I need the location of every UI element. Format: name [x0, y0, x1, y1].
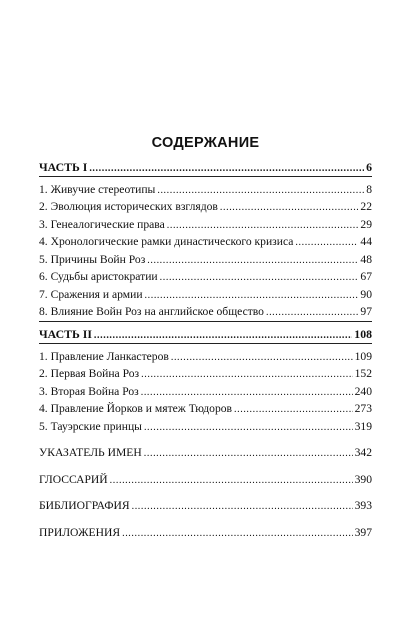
- toc-entry-label: БИБЛИОГРАФИЯ: [39, 499, 130, 512]
- toc-entry-label: 2. Эволюция исторических взглядов: [39, 200, 218, 213]
- leader-dots: [144, 421, 353, 435]
- leader-dots: [89, 162, 364, 176]
- toc-page-number: 6: [366, 160, 372, 174]
- toc-entry-label: 5. Тауэрские принцы: [39, 420, 142, 433]
- leader-dots: [141, 386, 353, 400]
- toc-entry[interactable]: [39, 183, 372, 198]
- toc-entry-label: 4. Хронологические рамки династического кризиса: [39, 235, 294, 248]
- toc-page-number: 22: [360, 200, 372, 213]
- toc-page-number: 8: [366, 183, 372, 196]
- leader-dots: [94, 329, 352, 343]
- toc-entry[interactable]: [39, 288, 372, 303]
- toc-entry[interactable]: [39, 367, 372, 382]
- toc-back-matter-index[interactable]: [39, 446, 372, 461]
- toc-entry[interactable]: [39, 402, 372, 417]
- divider: [39, 343, 372, 344]
- toc-entry[interactable]: [39, 420, 372, 435]
- leader-dots: [110, 474, 353, 488]
- toc-page-number: 390: [354, 473, 372, 486]
- leader-dots: [160, 271, 359, 285]
- leader-dots: [295, 236, 358, 250]
- toc-entry-label: 4. Правление Йорков и мятеж Тюдоров: [39, 402, 233, 415]
- toc-part-label: ЧАСТЬ I: [39, 160, 88, 174]
- toc-entry-label: 6. Судьбы аристократии: [39, 270, 158, 283]
- toc-entry[interactable]: [39, 218, 372, 233]
- toc-page-number: 342: [354, 446, 372, 459]
- toc-page-number: 273: [354, 402, 372, 415]
- leader-dots: [266, 306, 358, 320]
- toc-entry-label: 8. Влияние Войн Роз на английское общество: [39, 305, 264, 318]
- toc-entry-label: 3. Вторая Война Роз: [39, 385, 139, 398]
- leader-dots: [132, 500, 353, 514]
- toc-entry-label: ГЛОССАРИЙ: [39, 473, 108, 486]
- leader-dots: [171, 351, 353, 365]
- toc-entry-label: УКАЗАТЕЛЬ ИМЕН: [39, 446, 142, 459]
- toc-page-number: 109: [354, 350, 372, 363]
- toc-part-1[interactable]: [39, 160, 372, 176]
- leader-dots: [220, 201, 359, 215]
- leader-dots: [122, 527, 353, 541]
- divider: [39, 321, 372, 322]
- leader-dots: [147, 254, 358, 268]
- toc-page-number: 90: [360, 288, 372, 301]
- leader-dots: [144, 447, 353, 461]
- toc-entry[interactable]: [39, 305, 372, 320]
- leader-dots: [145, 289, 359, 303]
- toc-page-number: 97: [360, 305, 372, 318]
- toc-page-number: 393: [354, 499, 372, 512]
- toc-page-number: 67: [360, 270, 372, 283]
- toc-entry-label: 1. Правление Ланкастеров: [39, 350, 169, 363]
- toc-entry[interactable]: [39, 200, 372, 215]
- toc-part-2[interactable]: [39, 327, 372, 343]
- toc-page-number: 48: [360, 253, 372, 266]
- toc-page-number: 152: [354, 367, 372, 380]
- toc-entry[interactable]: [39, 270, 372, 285]
- toc-page-number: 29: [360, 218, 372, 231]
- toc-page-number: 44: [360, 235, 372, 248]
- toc-back-matter-bibliography[interactable]: [39, 499, 372, 514]
- toc-back-matter-appendices[interactable]: [39, 526, 372, 541]
- toc-entry-label: 3. Генеалогические права: [39, 218, 165, 231]
- toc-back-matter-glossary[interactable]: [39, 473, 372, 488]
- page-title: СОДЕРЖАНИЕ: [151, 135, 260, 151]
- toc-entry[interactable]: [39, 253, 372, 268]
- toc-page-number: 108: [354, 327, 372, 341]
- toc-page-number: 397: [354, 526, 372, 539]
- leader-dots: [157, 184, 364, 198]
- toc-entry-label: 5. Причины Войн Роз: [39, 253, 146, 266]
- leader-dots: [234, 403, 353, 417]
- divider: [39, 176, 372, 177]
- toc-page-number: 240: [354, 385, 372, 398]
- toc-entry-label: 7. Сражения и армии: [39, 288, 143, 301]
- toc-page-number: 319: [354, 420, 372, 433]
- toc-entry[interactable]: [39, 350, 372, 365]
- toc-entry-label: ПРИЛОЖЕНИЯ: [39, 526, 121, 539]
- toc-entry-label: 2. Первая Война Роз: [39, 367, 140, 380]
- leader-dots: [141, 368, 352, 382]
- toc-entry-label: 1. Живучие стереотипы: [39, 183, 156, 196]
- toc-entry[interactable]: [39, 385, 372, 400]
- toc-part-label: ЧАСТЬ II: [39, 327, 92, 341]
- toc-entry[interactable]: [39, 235, 372, 250]
- leader-dots: [167, 219, 359, 233]
